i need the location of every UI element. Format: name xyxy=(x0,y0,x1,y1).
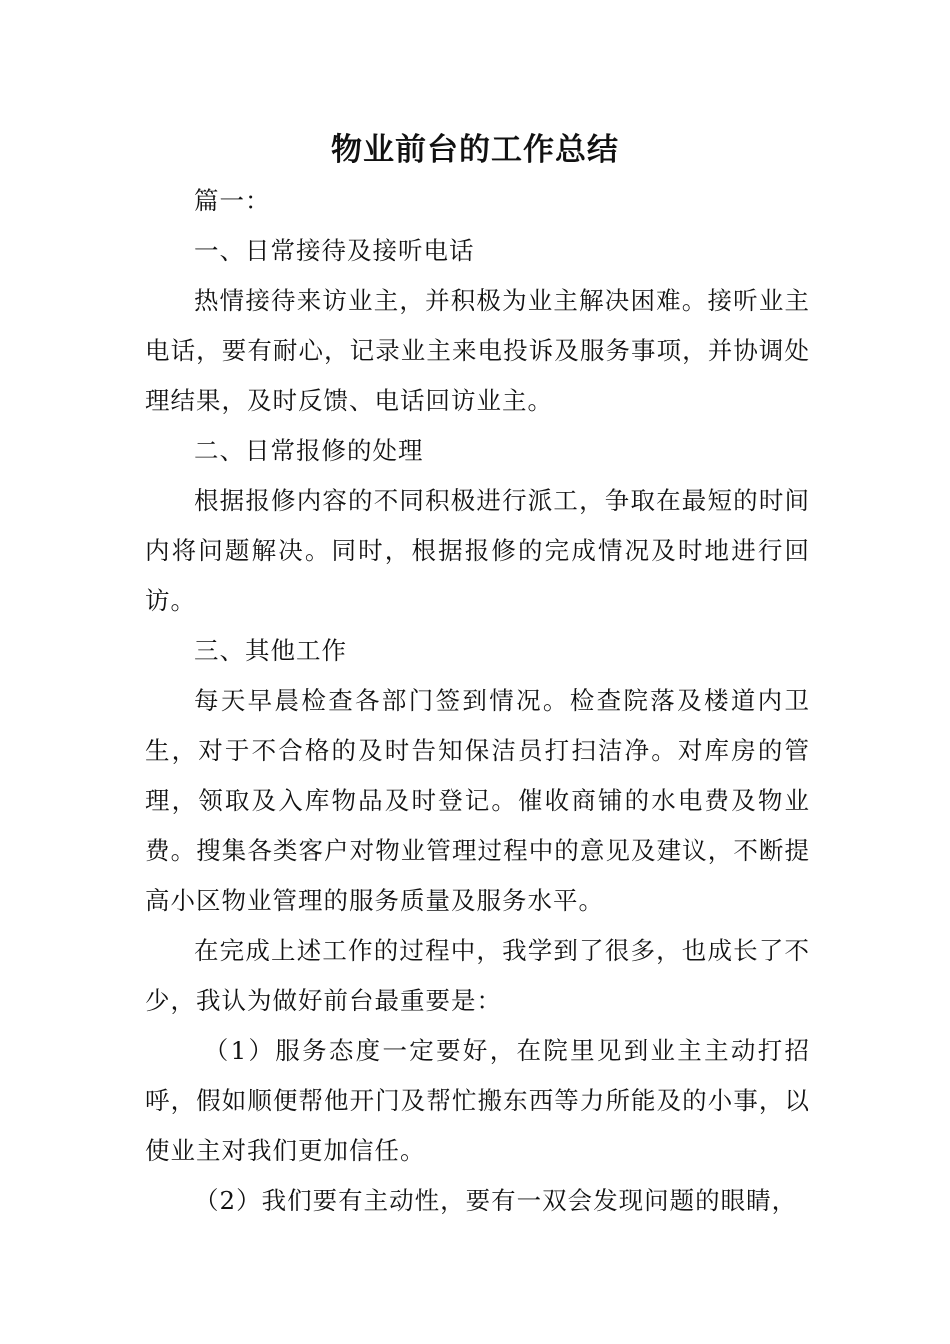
section-heading-3: 三、其他工作 xyxy=(194,636,347,665)
section-heading-1: 一、日常接待及接听电话 xyxy=(194,236,475,265)
section-label: 篇一： xyxy=(194,186,271,215)
document-body xyxy=(145,176,810,1226)
paragraph-reflection: 在完成上述工作的过程中，我学到了很多，也成长了不少，我认为做好前台最重要是： xyxy=(145,936,810,1015)
document-title: 物业前台的工作总结 xyxy=(331,132,619,168)
paragraph-other-work: 每天早晨检查各部门签到情况。检查院落及楼道内卫生，对于不合格的及时告知保洁员打扫洁净。对库房的管理，领取及入库物品及时登记。催收商铺的水电费及物业费。搜集各类客户对物业管理过程中的意见及建议，不断提高小区物业管理的服务质量及服务水平。 xyxy=(145,686,810,915)
paragraph-reception: 热情接待来访业主，并积极为业主解决困难。接听业主电话，要有耐心，记录业主来电投诉及服务事项，并协调处理结果，及时反馈、电话回访业主。 xyxy=(145,286,810,415)
section-heading-2: 二、日常报修的处理 xyxy=(194,436,424,465)
paragraph-repairs: 根据报修内容的不同积极进行派工，争取在最短的时间内将问题解决。同时，根据报修的完成情况及时地进行回访。 xyxy=(145,486,810,615)
list-item-2: （2）我们要有主动性，要有一双会发现问题的眼睛， xyxy=(194,1186,798,1215)
list-item-1: （1）服务态度一定要好，在院里见到业主主动打招呼，假如顺便帮他开门及帮忙搬东西等力所能及的小事，以使业主对我们更加信任。 xyxy=(145,1036,810,1165)
